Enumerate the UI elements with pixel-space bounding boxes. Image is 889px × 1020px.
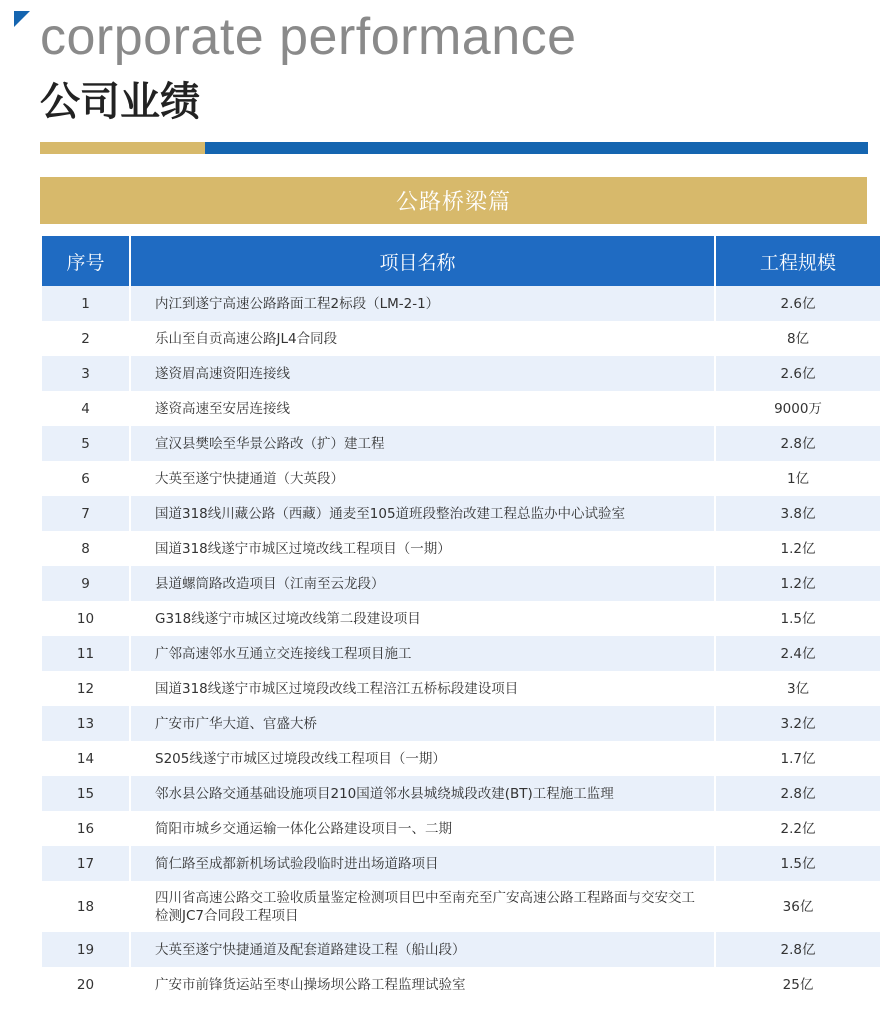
cell-scale: 2.2亿 [715,811,880,846]
cell-no: 10 [42,601,130,636]
cell-scale: 8亿 [715,321,880,356]
table-row [42,706,880,741]
table-row [42,932,880,967]
table-row [42,741,880,776]
cell-scale: 1亿 [715,461,880,496]
cell-no: 2 [42,321,130,356]
cell-project-name: S205线遂宁市城区过境段改线工程项目（一期） [130,741,715,776]
cell-project-name: 简仁路至成都新机场试验段临时进出场道路项目 [130,846,715,881]
table-row [42,356,880,391]
table-row [42,461,880,496]
cell-scale: 9000万 [715,391,880,426]
cell-scale: 3.2亿 [715,706,880,741]
cell-project-name: 大英至遂宁快捷通道及配套道路建设工程（船山段） [130,932,715,967]
table-row [42,811,880,846]
cell-project-name: 内江到遂宁高速公路路面工程2标段（LM-2-1） [130,286,715,321]
triangle-corner-icon [14,11,30,27]
cell-no: 1 [42,286,130,321]
table-row [42,391,880,426]
divider-blue-segment [205,142,868,154]
cell-project-name: 四川省高速公路交工验收质量鉴定检测项目巴中至南充至广安高速公路工程路面与交安交工检测JC7合同段工程项目 [130,881,715,932]
table-row [42,846,880,881]
cell-no: 16 [42,811,130,846]
column-header-name: 项目名称 [130,236,715,286]
cell-project-name: 宣汉县樊哙至华景公路改（扩）建工程 [130,426,715,461]
divider-gold-segment [40,142,205,154]
cell-scale: 2.8亿 [715,776,880,811]
table-row [42,426,880,461]
column-header-scale: 工程规模 [715,236,880,286]
cell-no: 18 [42,881,130,932]
column-header-no: 序号 [42,236,130,286]
cell-no: 11 [42,636,130,671]
performance-table [42,236,880,1002]
table-row [42,776,880,811]
cell-scale: 2.8亿 [715,426,880,461]
table-row [42,967,880,1002]
cell-scale: 1.5亿 [715,846,880,881]
cell-no: 15 [42,776,130,811]
cell-no: 8 [42,531,130,566]
table-row [42,286,880,321]
cell-project-name: 遂资眉高速资阳连接线 [130,356,715,391]
table-row [42,531,880,566]
cell-no: 3 [42,356,130,391]
cell-project-name: 遂资高速至安居连接线 [130,391,715,426]
cell-scale: 2.6亿 [715,356,880,391]
cell-project-name: 乐山至自贡高速公路JL4合同段 [130,321,715,356]
cell-scale: 2.4亿 [715,636,880,671]
cell-no: 20 [42,967,130,1002]
cell-project-name: G318线遂宁市城区过境改线第二段建设项目 [130,601,715,636]
section-banner: 公路桥梁篇 [40,177,867,224]
cell-scale: 2.6亿 [715,286,880,321]
cell-no: 12 [42,671,130,706]
cell-project-name: 国道318线遂宁市城区过境改线工程项目（一期） [130,531,715,566]
cell-scale: 1.7亿 [715,741,880,776]
table-row [42,566,880,601]
cell-no: 19 [42,932,130,967]
cell-project-name: 县道螺筒路改造项目（江南至云龙段） [130,566,715,601]
cell-project-name: 广邻高速邻水互通立交连接线工程项目施工 [130,636,715,671]
cell-scale: 2.8亿 [715,932,880,967]
cell-scale: 1.2亿 [715,566,880,601]
cell-scale: 36亿 [715,881,880,932]
cell-no: 9 [42,566,130,601]
table-row [42,601,880,636]
cell-no: 6 [42,461,130,496]
table-row [42,881,880,932]
cell-scale: 1.2亿 [715,531,880,566]
cell-project-name: 邻水县公路交通基础设施项目210国道邻水县城绕城段改建(BT)工程施工监理 [130,776,715,811]
cell-project-name: 广安市广华大道、官盛大桥 [130,706,715,741]
cell-no: 17 [42,846,130,881]
table-row [42,321,880,356]
page-title-en: corporate performance [40,8,577,66]
page-title-cn: 公司业绩 [40,79,200,125]
table-row [42,671,880,706]
cell-scale: 3亿 [715,671,880,706]
table-row [42,496,880,531]
cell-no: 4 [42,391,130,426]
title-divider [40,142,868,154]
cell-scale: 1.5亿 [715,601,880,636]
cell-no: 5 [42,426,130,461]
cell-project-name: 简阳市城乡交通运输一体化公路建设项目一、二期 [130,811,715,846]
cell-project-name: 广安市前锋货运站至枣山操场坝公路工程监理试验室 [130,967,715,1002]
cell-no: 13 [42,706,130,741]
cell-project-name: 国道318线川藏公路（西藏）通麦至105道班段整治改建工程总监办中心试验室 [130,496,715,531]
cell-scale: 3.8亿 [715,496,880,531]
cell-no: 14 [42,741,130,776]
cell-project-name: 大英至遂宁快捷通道（大英段） [130,461,715,496]
cell-project-name: 国道318线遂宁市城区过境段改线工程涪江五桥标段建设项目 [130,671,715,706]
cell-scale: 25亿 [715,967,880,1002]
cell-no: 7 [42,496,130,531]
table-row [42,636,880,671]
table-header-row [42,236,880,286]
